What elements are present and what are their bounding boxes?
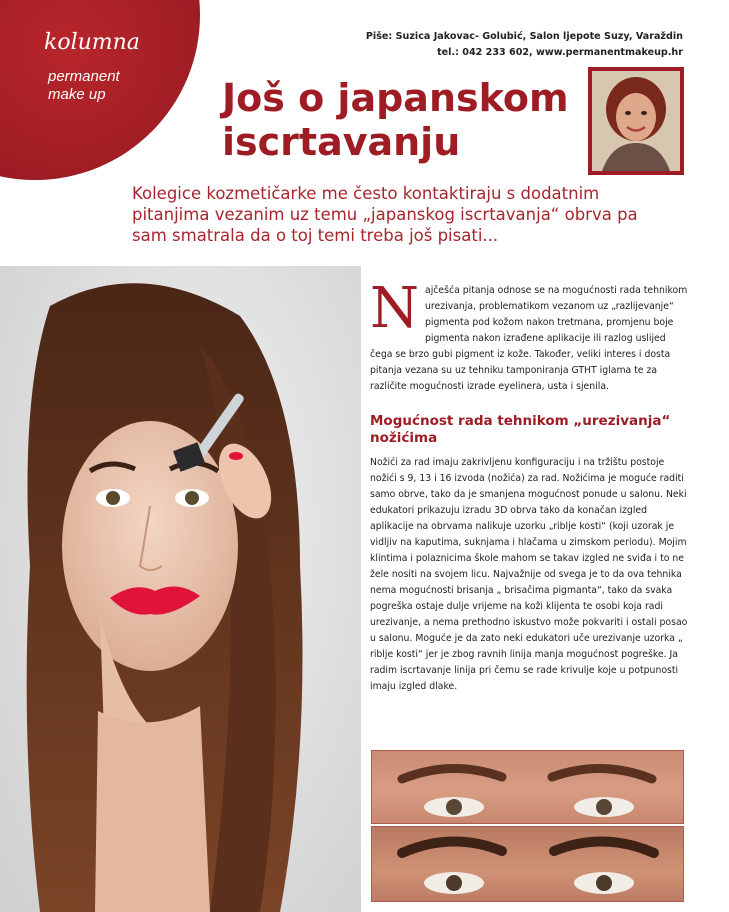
article-lead-paragraph: ajčešća pitanja odnose se na mogućnosti rada tehnikom urezivanja, problematikom vezanom uz „razlijevanje“ pigmenta pod kožom nakon tretmana, promjenu boje pigmenta nakon izrađene aplikacije ili razlog uslijed čega se brzo gubi pigment iz kože. Također, veliki interes i dosta pitanja vezana su uz tehniku tamponiranja GTHT iglama te za različite mogućnosti izrade eyelinera, usta i sjenila. — [370, 285, 688, 392]
article-paragraph: Nožići za rad imaju zakrivljenu konfiguraciju i na tržištu postoje nožići s 9, 13 i 16 izvoda (nožića) za rad. Nožićima je moguće raditi samo obrve, tako da je smanjena mogućnost ponude u salonu. Neki edukatori prikazuju izradu 3D obrva tako da konačan izgled aplikacije na obrvama nalikuje uzorku „riblje kosti“ (koji uzorak je vidljiv na kaputima, suknjama i hlačama u zimskom periodu). Mojim klintima i polaznicima škole mahom se takav izgled ne sviđa i to ne žele nositi na svojem licu. Najvažnije od svega je to da ova tehnika nema mogućnosti brisanja „ brisačima pigmanta“, tako da svaka pogreška ostaje dulje vrijeme na koži klijenta te osobi koja radi urezivanje, a nema prethodno iskustvo može pokvariti i ostali posao u salonu. Moguće je da zato neki edukatori uče urezivanje uzorka „ riblje kosti“ jer je zbog ravnih linija manja mogućnost pogreške. Ja radim iscrtavanje linija pri čemu se rade krivulje koje u potpunosti imaju izgled dlake. — [370, 457, 688, 692]
eyebrows-illustration-top — [372, 751, 683, 823]
byline-author: Piše: Suzica Jakovac- Golubić, Salon ljepote Suzy, Varaždin — [365, 31, 683, 42]
hero-photo — [0, 266, 361, 912]
article-body — [370, 276, 690, 695]
article-subheading: Mogućnost rada tehnikom „urezivanja“ nožićima — [370, 413, 671, 446]
byline-contact: tel.: 042 233 602, www.permanentmakeup.hr — [437, 47, 683, 58]
article-intro: Kolegice kozmetičarke me često kontaktiraju s dodatnim pitanjima vezanim uz temu „japanskog iscrtavanja“ obrva pa sam smatrala da o toj temi treba još pisati... — [132, 184, 638, 245]
eyebrow-photo-before — [371, 750, 684, 824]
byline — [366, 29, 683, 61]
eyebrows-illustration-bottom — [372, 827, 683, 901]
author-photo — [588, 67, 684, 175]
author-portrait-illustration — [592, 71, 680, 171]
section-subtitle: permanent make up — [48, 68, 120, 103]
eyebrow-photo-after — [371, 826, 684, 902]
drop-cap: N — [370, 276, 419, 341]
article-title: Još o japanskom iscrtavanju — [222, 76, 569, 164]
section-name: kolumna — [44, 30, 140, 55]
model-portrait-illustration — [0, 266, 361, 912]
